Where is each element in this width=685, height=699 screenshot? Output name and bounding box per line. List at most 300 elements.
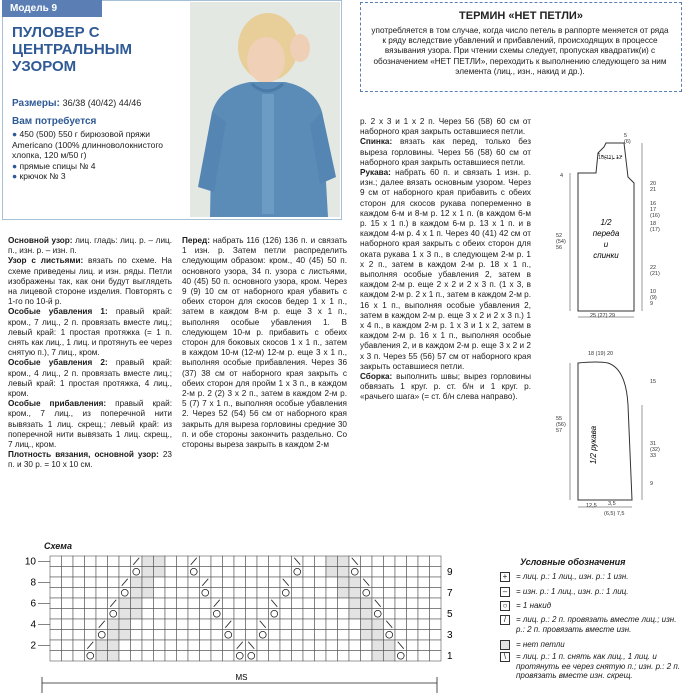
row-label-left: 10 bbox=[24, 556, 36, 568]
chart-cell bbox=[131, 588, 143, 599]
bullet-icon: ● bbox=[12, 160, 20, 171]
chart-cell bbox=[211, 640, 223, 651]
chart-cell bbox=[361, 556, 373, 567]
chart-cell bbox=[211, 619, 223, 630]
instructions-col-1 bbox=[8, 236, 172, 471]
chart-cell bbox=[50, 651, 62, 662]
chart-cell bbox=[200, 651, 212, 662]
chart-cell bbox=[326, 619, 338, 630]
chart-cell bbox=[50, 577, 62, 588]
chart-cell bbox=[280, 609, 292, 620]
chart-cell bbox=[315, 640, 327, 651]
chart-cell bbox=[407, 556, 419, 567]
chart-cell bbox=[246, 630, 258, 641]
sleeve-dims bbox=[556, 351, 660, 517]
chart-cell bbox=[73, 609, 85, 620]
legend-text: = 1 накид bbox=[516, 601, 552, 610]
chart-cell bbox=[177, 588, 189, 599]
chart-cell bbox=[223, 567, 235, 578]
chart-cell bbox=[257, 577, 269, 588]
chart-cell bbox=[430, 609, 442, 620]
chart-cell bbox=[108, 630, 120, 641]
front-back-pattern bbox=[538, 125, 683, 320]
chart-cell bbox=[257, 598, 269, 609]
svg-text:4: 4 bbox=[560, 173, 564, 179]
chart-cell bbox=[131, 577, 143, 588]
chart-cell bbox=[211, 588, 223, 599]
chart-cell bbox=[131, 640, 143, 651]
chart-cell bbox=[418, 567, 430, 578]
chart-cell bbox=[292, 609, 304, 620]
svg-text:(56): (56) bbox=[556, 422, 566, 428]
chart-cell bbox=[200, 640, 212, 651]
chart-cell bbox=[165, 588, 177, 599]
chart-cell bbox=[338, 577, 350, 588]
chart-cell bbox=[407, 567, 419, 578]
paragraph: Особые прибавления: правый край: кром., 7 лиц., из поперечной нити вывязать 1 лиц. скрещ.; левый край: из поперечной нити вывязать 1 лиц. скрещ., 7 лиц., кром. bbox=[8, 399, 172, 450]
svg-text:25 (27) 29: 25 (27) 29 bbox=[590, 313, 616, 319]
chart-cell bbox=[96, 588, 108, 599]
chart-cell bbox=[384, 640, 396, 651]
chart-cell bbox=[119, 556, 131, 567]
chart-cell bbox=[315, 609, 327, 620]
chart-cell bbox=[315, 630, 327, 641]
chart-cell bbox=[303, 598, 315, 609]
chart-cell bbox=[62, 567, 74, 578]
svg-text:18: 18 bbox=[650, 221, 657, 227]
chart-cell bbox=[269, 556, 281, 567]
chart-cell bbox=[326, 630, 338, 641]
chart-cell bbox=[108, 651, 120, 662]
needs-needles: ● прямые спицы № 4 bbox=[12, 160, 96, 171]
chart-cell bbox=[407, 588, 419, 599]
chart-cell bbox=[418, 577, 430, 588]
chart-cell bbox=[119, 619, 131, 630]
chart-cell bbox=[223, 556, 235, 567]
chart-cell bbox=[73, 577, 85, 588]
chart-cell bbox=[234, 609, 246, 620]
chart-cell bbox=[257, 556, 269, 567]
row-label-left: 4 bbox=[30, 619, 36, 631]
chart-cell bbox=[96, 577, 108, 588]
chart-cell bbox=[292, 588, 304, 599]
chart-cell bbox=[269, 619, 281, 630]
chart-cell bbox=[292, 619, 304, 630]
sizes-value: 36/38 (40/42) 44/46 bbox=[62, 98, 142, 108]
chart-cell bbox=[257, 567, 269, 578]
chart-cell bbox=[395, 609, 407, 620]
row-label-right: 1 bbox=[447, 650, 453, 662]
chart-cell bbox=[326, 651, 338, 662]
chart-cell bbox=[315, 567, 327, 578]
chart-cell bbox=[395, 588, 407, 599]
svg-text:55: 55 bbox=[556, 416, 563, 422]
needs-list bbox=[12, 129, 192, 182]
chart-cell bbox=[269, 588, 281, 599]
chart-cell bbox=[96, 651, 108, 662]
chart-cell bbox=[165, 598, 177, 609]
chart-cell bbox=[142, 567, 154, 578]
chart-cell bbox=[280, 598, 292, 609]
chart-cell bbox=[142, 609, 154, 620]
chart-cell bbox=[315, 651, 327, 662]
chart-cell bbox=[96, 609, 108, 620]
chart-cell bbox=[338, 567, 350, 578]
chart-cell bbox=[73, 567, 85, 578]
svg-text:(32): (32) bbox=[650, 447, 660, 453]
repeat-label: MS bbox=[235, 673, 248, 682]
chart-cell bbox=[73, 651, 85, 662]
chart-cell bbox=[361, 630, 373, 641]
svg-text:(16): (16) bbox=[650, 213, 660, 219]
chart-cell bbox=[188, 651, 200, 662]
sizes bbox=[12, 98, 141, 109]
chart-cell bbox=[188, 640, 200, 651]
chart-cell bbox=[62, 556, 74, 567]
instructions-col-2 bbox=[182, 236, 347, 450]
paragraph: Особые убавления 1: правый край: кром., 7 лиц., 2 п. провязать вместе лиц.; левый край: 1 простая протяжка (= 1 п. снять как лиц., 1 лиц. и протянуть ее через снятую п.), 7 лиц., кром. bbox=[8, 307, 172, 358]
chart-cell bbox=[73, 640, 85, 651]
chart-cell bbox=[303, 630, 315, 641]
chart-cell bbox=[303, 619, 315, 630]
chart-cell bbox=[384, 577, 396, 588]
term-title: ТЕРМИН «НЕТ ПЕТЛИ» bbox=[459, 10, 583, 22]
chart-cell bbox=[292, 577, 304, 588]
chart-cell bbox=[223, 577, 235, 588]
chart-cell bbox=[338, 598, 350, 609]
svg-text:12: 12 bbox=[616, 155, 623, 161]
chart-cell bbox=[234, 630, 246, 641]
row-label-right: 3 bbox=[447, 629, 453, 641]
chart-cell bbox=[119, 598, 131, 609]
chart-cell bbox=[418, 598, 430, 609]
chart-cell bbox=[96, 640, 108, 651]
row-label-left: 6 bbox=[30, 598, 36, 610]
svg-text:9: 9 bbox=[650, 481, 654, 487]
chart-cell bbox=[315, 598, 327, 609]
chart-cell bbox=[62, 588, 74, 599]
chart-cell bbox=[119, 630, 131, 641]
chart-cell bbox=[200, 567, 212, 578]
chart-cell bbox=[361, 567, 373, 578]
chart-cell bbox=[384, 588, 396, 599]
chart-cell bbox=[188, 609, 200, 620]
paragraph: Узор с листьями: вязать по схеме. На схеме приведены лиц. и изн. ряды. Петли изображены так, как они будут выглядеть на лицевой стороне изделия. Повторять с 1-го по 10-й р. bbox=[8, 256, 172, 307]
chart-cell bbox=[338, 630, 350, 641]
legend-title: Условные обозначения bbox=[520, 557, 626, 567]
chart-title: Схема bbox=[44, 541, 72, 551]
chart-cell bbox=[188, 619, 200, 630]
chart-cell bbox=[62, 630, 74, 641]
chart-cell bbox=[200, 556, 212, 567]
chart-cell bbox=[430, 598, 442, 609]
term-text: употребляется в том случае, когда число петель в раппорте меняется от ряда к ряду вследствие убавлений и прибавлений, происходящих в процессе вязывания узора. При чтении схемы следует, пропуская квадратик(и) с обозначением «НЕТ ПЕТЛИ», переходить к выполнению следующего за ним элемента (лиц., изн., накид и др.). bbox=[371, 26, 669, 76]
legend-symbol-icon: / bbox=[500, 615, 510, 625]
chart-cell bbox=[372, 567, 384, 578]
instructions-col-3 bbox=[360, 117, 531, 403]
chart-cell bbox=[349, 577, 361, 588]
chart-cell bbox=[303, 577, 315, 588]
chart-cell bbox=[246, 598, 258, 609]
chart-cell bbox=[292, 640, 304, 651]
chart-cell bbox=[131, 619, 143, 630]
legend-text: = лиц. р.: 2 п. провязать вместе лиц.; изн. р.: 2 п. провязать вместе изн. bbox=[516, 615, 677, 634]
chart-cell bbox=[303, 640, 315, 651]
chart-cell bbox=[50, 556, 62, 567]
chart-cell bbox=[96, 598, 108, 609]
chart-cell bbox=[223, 640, 235, 651]
chart-cell bbox=[349, 619, 361, 630]
chart-cell bbox=[62, 609, 74, 620]
chart-cell bbox=[395, 619, 407, 630]
chart-cell bbox=[315, 577, 327, 588]
chart-cell bbox=[430, 619, 442, 630]
row-label-right: 9 bbox=[447, 566, 453, 578]
chart-cell bbox=[303, 651, 315, 662]
chart-cell bbox=[200, 598, 212, 609]
chart-cell bbox=[177, 556, 189, 567]
chart-cell bbox=[177, 630, 189, 641]
paragraph: Особые убавления 2: правый край: кром., 4 лиц., 2 п. провязать вместе лиц.; левый край: 1 простая протяжка, 4 лиц., кром. bbox=[8, 358, 172, 399]
row-label-right: 7 bbox=[447, 587, 453, 599]
chart-cell bbox=[303, 588, 315, 599]
chart-cell bbox=[85, 598, 97, 609]
row-label-left: 8 bbox=[30, 577, 36, 589]
paragraph: Плотность вязания, основной узор: 23 п. и 30 р. = 10 х 10 см. bbox=[8, 450, 172, 470]
sizes-label: Размеры: bbox=[12, 98, 60, 109]
chart-cell bbox=[85, 567, 97, 578]
page-title: ПУЛОВЕР С ЦЕНТРАЛЬНЫМ УЗОРОМ bbox=[12, 24, 132, 75]
chart-cell bbox=[177, 598, 189, 609]
chart-cell bbox=[200, 609, 212, 620]
chart-cell bbox=[418, 630, 430, 641]
chart-cell bbox=[326, 556, 338, 567]
chart-cell bbox=[119, 567, 131, 578]
svg-text:21: 21 bbox=[650, 187, 657, 193]
chart-cell bbox=[234, 588, 246, 599]
chart-cell bbox=[395, 567, 407, 578]
chart-cell bbox=[407, 640, 419, 651]
chart-cell bbox=[154, 651, 166, 662]
chart-cell bbox=[430, 640, 442, 651]
chart-cell bbox=[119, 609, 131, 620]
chart-cell bbox=[280, 556, 292, 567]
chart-cell bbox=[73, 619, 85, 630]
chart-cell bbox=[315, 619, 327, 630]
chart-cell bbox=[223, 588, 235, 599]
sleeve-pattern bbox=[538, 335, 683, 520]
chart-cell bbox=[349, 640, 361, 651]
chart-cell bbox=[108, 588, 120, 599]
chart-cell bbox=[188, 577, 200, 588]
chart-cell bbox=[177, 651, 189, 662]
photo-illustration bbox=[190, 2, 340, 217]
svg-text:52: 52 bbox=[556, 233, 563, 239]
svg-text:5: 5 bbox=[624, 133, 628, 139]
row-label-left: 2 bbox=[30, 640, 36, 652]
chart-cell bbox=[361, 619, 373, 630]
chart-cell bbox=[142, 598, 154, 609]
svg-text:(6): (6) bbox=[624, 139, 631, 145]
bullet-icon: ● bbox=[12, 171, 20, 181]
legend-text: = лиц. р.: 1 лиц., изн. р.: 1 изн. bbox=[516, 572, 629, 581]
chart-cell bbox=[85, 630, 97, 641]
chart-cell bbox=[108, 567, 120, 578]
chart-cell bbox=[349, 598, 361, 609]
chart-cell bbox=[269, 651, 281, 662]
chart-cell bbox=[407, 598, 419, 609]
svg-text:56: 56 bbox=[556, 245, 563, 251]
chart-cell bbox=[418, 588, 430, 599]
chart-cell bbox=[154, 598, 166, 609]
chart-cell bbox=[349, 609, 361, 620]
chart-cell bbox=[165, 556, 177, 567]
chart-cell bbox=[338, 651, 350, 662]
svg-text:10: 10 bbox=[650, 289, 657, 295]
chart-cell bbox=[142, 588, 154, 599]
chart-cell bbox=[234, 567, 246, 578]
chart-cell bbox=[177, 619, 189, 630]
chart-cell bbox=[154, 630, 166, 641]
chart-cell bbox=[280, 630, 292, 641]
chart-cell bbox=[395, 598, 407, 609]
chart-cell bbox=[154, 556, 166, 567]
chart-cell bbox=[269, 640, 281, 651]
chart-cell bbox=[85, 577, 97, 588]
chart-cell bbox=[326, 640, 338, 651]
chart-cell bbox=[280, 640, 292, 651]
chart-cell bbox=[361, 598, 373, 609]
chart-cell bbox=[246, 609, 258, 620]
chart-cell bbox=[257, 651, 269, 662]
chart-cell bbox=[154, 577, 166, 588]
chart-cell bbox=[165, 630, 177, 641]
chart-cell bbox=[142, 577, 154, 588]
chart-cell bbox=[154, 609, 166, 620]
chart-cell bbox=[361, 609, 373, 620]
chart-cell bbox=[154, 588, 166, 599]
chart-cell bbox=[384, 651, 396, 662]
paragraph: Основной узор: лиц. гладь: лиц. р. – лиц. п., изн. р. – изн. п. bbox=[8, 236, 172, 256]
chart-cell bbox=[62, 577, 74, 588]
chart-cell bbox=[372, 640, 384, 651]
chart-cell bbox=[234, 556, 246, 567]
svg-text:(54): (54) bbox=[556, 239, 566, 245]
chart-cell bbox=[372, 651, 384, 662]
model-photo bbox=[190, 2, 340, 217]
chart-cell bbox=[430, 577, 442, 588]
chart-cell bbox=[142, 619, 154, 630]
chart-cell bbox=[211, 567, 223, 578]
chart-cell bbox=[326, 588, 338, 599]
chart-cell bbox=[165, 651, 177, 662]
chart-cell bbox=[418, 609, 430, 620]
chart-cell bbox=[62, 619, 74, 630]
svg-text:9: 9 bbox=[650, 301, 654, 307]
chart-cell bbox=[142, 630, 154, 641]
chart-cell bbox=[326, 609, 338, 620]
chart-cell bbox=[50, 640, 62, 651]
chart-cell bbox=[50, 609, 62, 620]
chart-cell bbox=[223, 609, 235, 620]
chart-cell bbox=[62, 651, 74, 662]
chart-cell bbox=[384, 567, 396, 578]
chart-cell bbox=[372, 556, 384, 567]
chart-cell bbox=[372, 619, 384, 630]
chart-cell bbox=[177, 609, 189, 620]
chart-cell bbox=[73, 598, 85, 609]
chart-cell bbox=[407, 651, 419, 662]
bullet-icon: ● bbox=[12, 129, 20, 139]
chart-cell bbox=[384, 609, 396, 620]
chart-cell bbox=[131, 598, 143, 609]
chart-cell bbox=[292, 651, 304, 662]
stitch-chart bbox=[0, 548, 490, 699]
chart-cell bbox=[211, 630, 223, 641]
chart-cell bbox=[223, 598, 235, 609]
chart-cell bbox=[303, 609, 315, 620]
paragraph: р. 2 х 3 и 1 х 2 п. Через 56 (58) 60 см от наборного края закрыть оставшиеся петли. bbox=[360, 117, 531, 137]
needs-title: Вам потребуется bbox=[12, 116, 97, 127]
chart-cell bbox=[246, 588, 258, 599]
chart-cell bbox=[85, 556, 97, 567]
chart-cell bbox=[188, 630, 200, 641]
chart-cell bbox=[280, 619, 292, 630]
chart-cell bbox=[338, 619, 350, 630]
chart-cell bbox=[108, 556, 120, 567]
svg-text:(6,5) 7,5: (6,5) 7,5 bbox=[604, 511, 625, 517]
chart-cell bbox=[418, 556, 430, 567]
chart-cell bbox=[246, 556, 258, 567]
chart-cell bbox=[430, 630, 442, 641]
svg-text:33: 33 bbox=[650, 453, 657, 459]
chart-cell bbox=[165, 619, 177, 630]
svg-text:12,5: 12,5 bbox=[586, 503, 597, 509]
chart-cell bbox=[418, 651, 430, 662]
chart-cell bbox=[292, 630, 304, 641]
svg-text:22: 22 bbox=[650, 265, 657, 271]
chart-cell bbox=[384, 556, 396, 567]
chart-cell bbox=[257, 640, 269, 651]
chart-cell bbox=[338, 588, 350, 599]
chart-cell bbox=[338, 640, 350, 651]
chart-cell bbox=[108, 619, 120, 630]
chart-cell bbox=[85, 609, 97, 620]
chart-cell bbox=[338, 556, 350, 567]
chart-cell bbox=[361, 651, 373, 662]
chart-cell bbox=[430, 556, 442, 567]
chart-cell bbox=[200, 619, 212, 630]
chart-cell bbox=[326, 567, 338, 578]
chart-cell bbox=[188, 598, 200, 609]
chart-cell bbox=[154, 619, 166, 630]
chart-cell bbox=[407, 630, 419, 641]
chart-cell bbox=[407, 609, 419, 620]
chart-cell bbox=[234, 619, 246, 630]
chart-cell bbox=[154, 567, 166, 578]
chart-cell bbox=[395, 577, 407, 588]
chart-cell bbox=[96, 556, 108, 567]
chart-cell bbox=[50, 630, 62, 641]
chart-cell bbox=[234, 598, 246, 609]
svg-text:57: 57 bbox=[556, 428, 563, 434]
chart-cell bbox=[361, 640, 373, 651]
chart-cell bbox=[200, 630, 212, 641]
svg-text:(21): (21) bbox=[650, 271, 660, 277]
chart-cell bbox=[73, 630, 85, 641]
legend-symbol-icon: ○ bbox=[500, 601, 510, 611]
legend-symbol-icon: \ bbox=[500, 652, 510, 662]
